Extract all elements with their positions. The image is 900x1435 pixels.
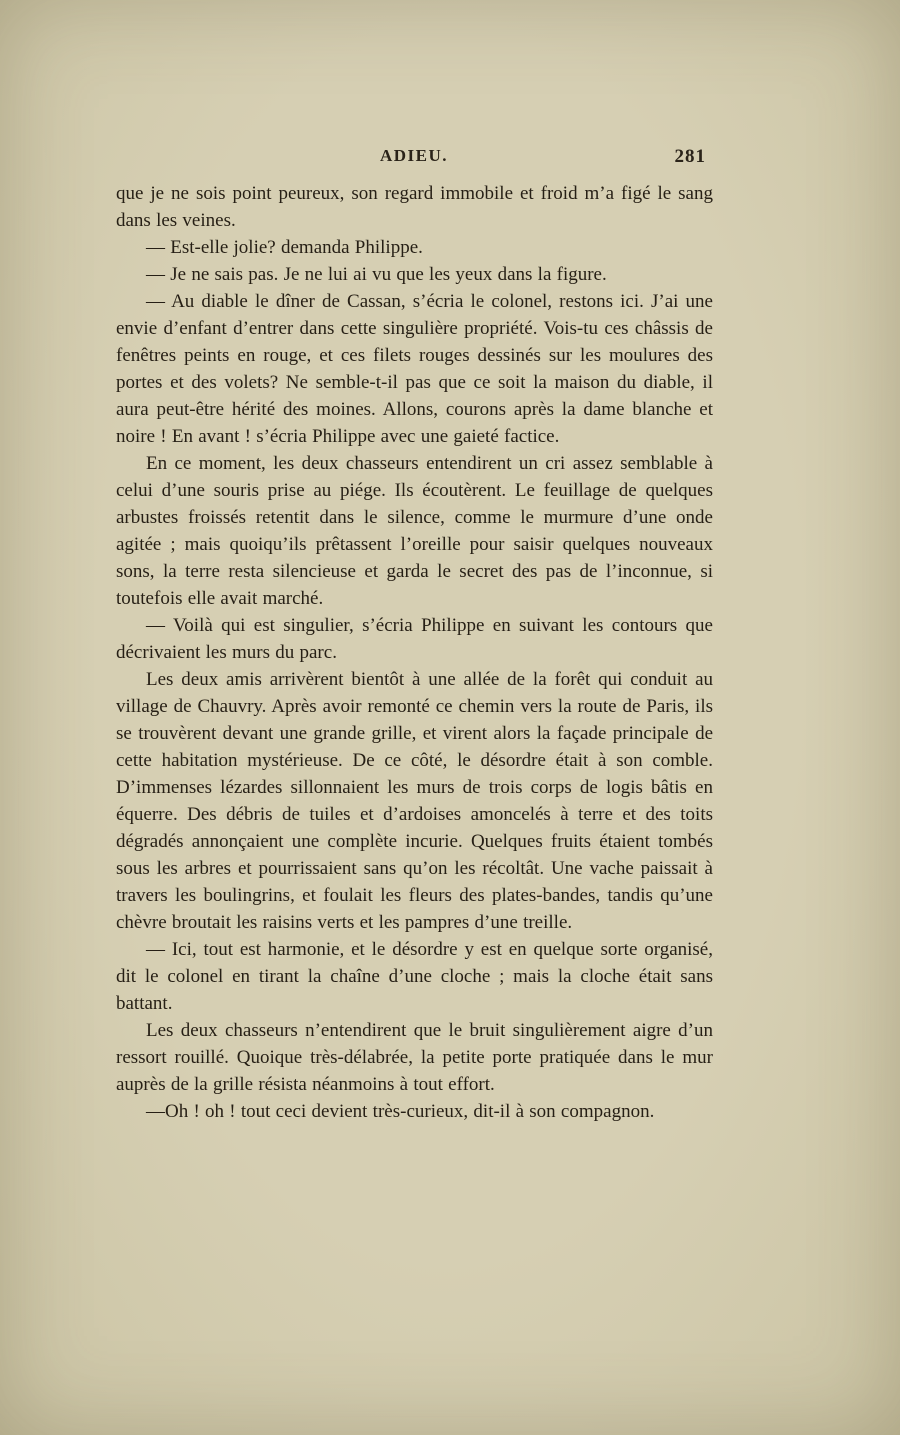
paragraph: Les deux chasseurs n’entendirent que le bruit singulièrement aigre d’un ressort rouillé. Quoique très-délabrée, la petite porte pratiquée dans le mur auprès de la grille résista néanmoins à tout effort. xyxy=(116,1020,713,1095)
paragraph: —Oh ! oh ! tout ceci devient très-curieux, dit-il à son compagnon. xyxy=(146,1101,655,1122)
page-number: 281 xyxy=(674,146,706,167)
paragraph: que je ne sois point peureux, son regard immobile et froid m’a figé le sang dans les veines. xyxy=(116,183,713,231)
running-header xyxy=(116,146,712,170)
paragraph: — Est-elle jolie? demanda Philippe. xyxy=(146,237,423,258)
paragraph: — Ici, tout est harmonie, et le désordre y est en quelque sorte organisé, dit le colonel en tirant la chaîne d’une cloche ; mais la cloche était sans battant. xyxy=(116,939,713,1014)
running-title: ADIEU. xyxy=(379,146,449,165)
paragraph: — Voilà qui est singulier, s’écria Philippe en suivant les contours que décrivaient les murs du parc. xyxy=(116,615,713,663)
paragraph: — Je ne sais pas. Je ne lui ai vu que les yeux dans la figure. xyxy=(146,264,607,285)
paragraph: En ce moment, les deux chasseurs entendirent un cri assez semblable à celui d’une souris prise au piége. Ils écoutèrent. Le feuillage de quelques arbustes froissés retentit dans le silence, comme le murmure d’une onde agitée ; mais quoiqu’ils prêtassent l’oreille pour saisir quelques nouveaux sons, la terre resta silencieuse et garda le secret des pas de l’inconnue, si toutefois elle avait marché. xyxy=(116,453,713,609)
paragraph: — Au diable le dîner de Cassan, s’écria le colonel, restons ici. J’ai une envie d’enfant d’entrer dans cette singulière propriété. Vois-tu ces châssis de fenêtres peints en rouge, et ces filets rouges dessinés sur les moulures des portes et des volets? Ne semble-t-il pas que ce soit la maison du diable, il aura peut-être hérité des moines. Allons, courons après la dame blanche et noire ! En avant ! s’écria Philippe avec une gaieté factice. xyxy=(116,291,713,447)
paragraph: Les deux amis arrivèrent bientôt à une allée de la forêt qui conduit au village de Chauvry. Après avoir remonté ce chemin vers la route de Paris, ils se trouvèrent devant une grande grille, et virent alors la façade principale de cette habitation mystérieuse. De ce côté, le désordre était à son comble. D’immenses lézardes sillonnaient les murs de trois corps de logis bâtis en équerre. Des débris de tuiles et d’ardoises amoncelés à terre et des toits dégradés annonçaient une complète incurie. Quelques fruits étaient tombés sous les arbres et pourrissaient sans qu’on les récoltât. Une vache paissait à travers les boulingrins, et foulait les fleurs des plates-bandes, tandis qu’une chèvre broutait les raisins verts et les pampres d’une treille. xyxy=(116,669,713,933)
text-block xyxy=(116,180,713,1125)
